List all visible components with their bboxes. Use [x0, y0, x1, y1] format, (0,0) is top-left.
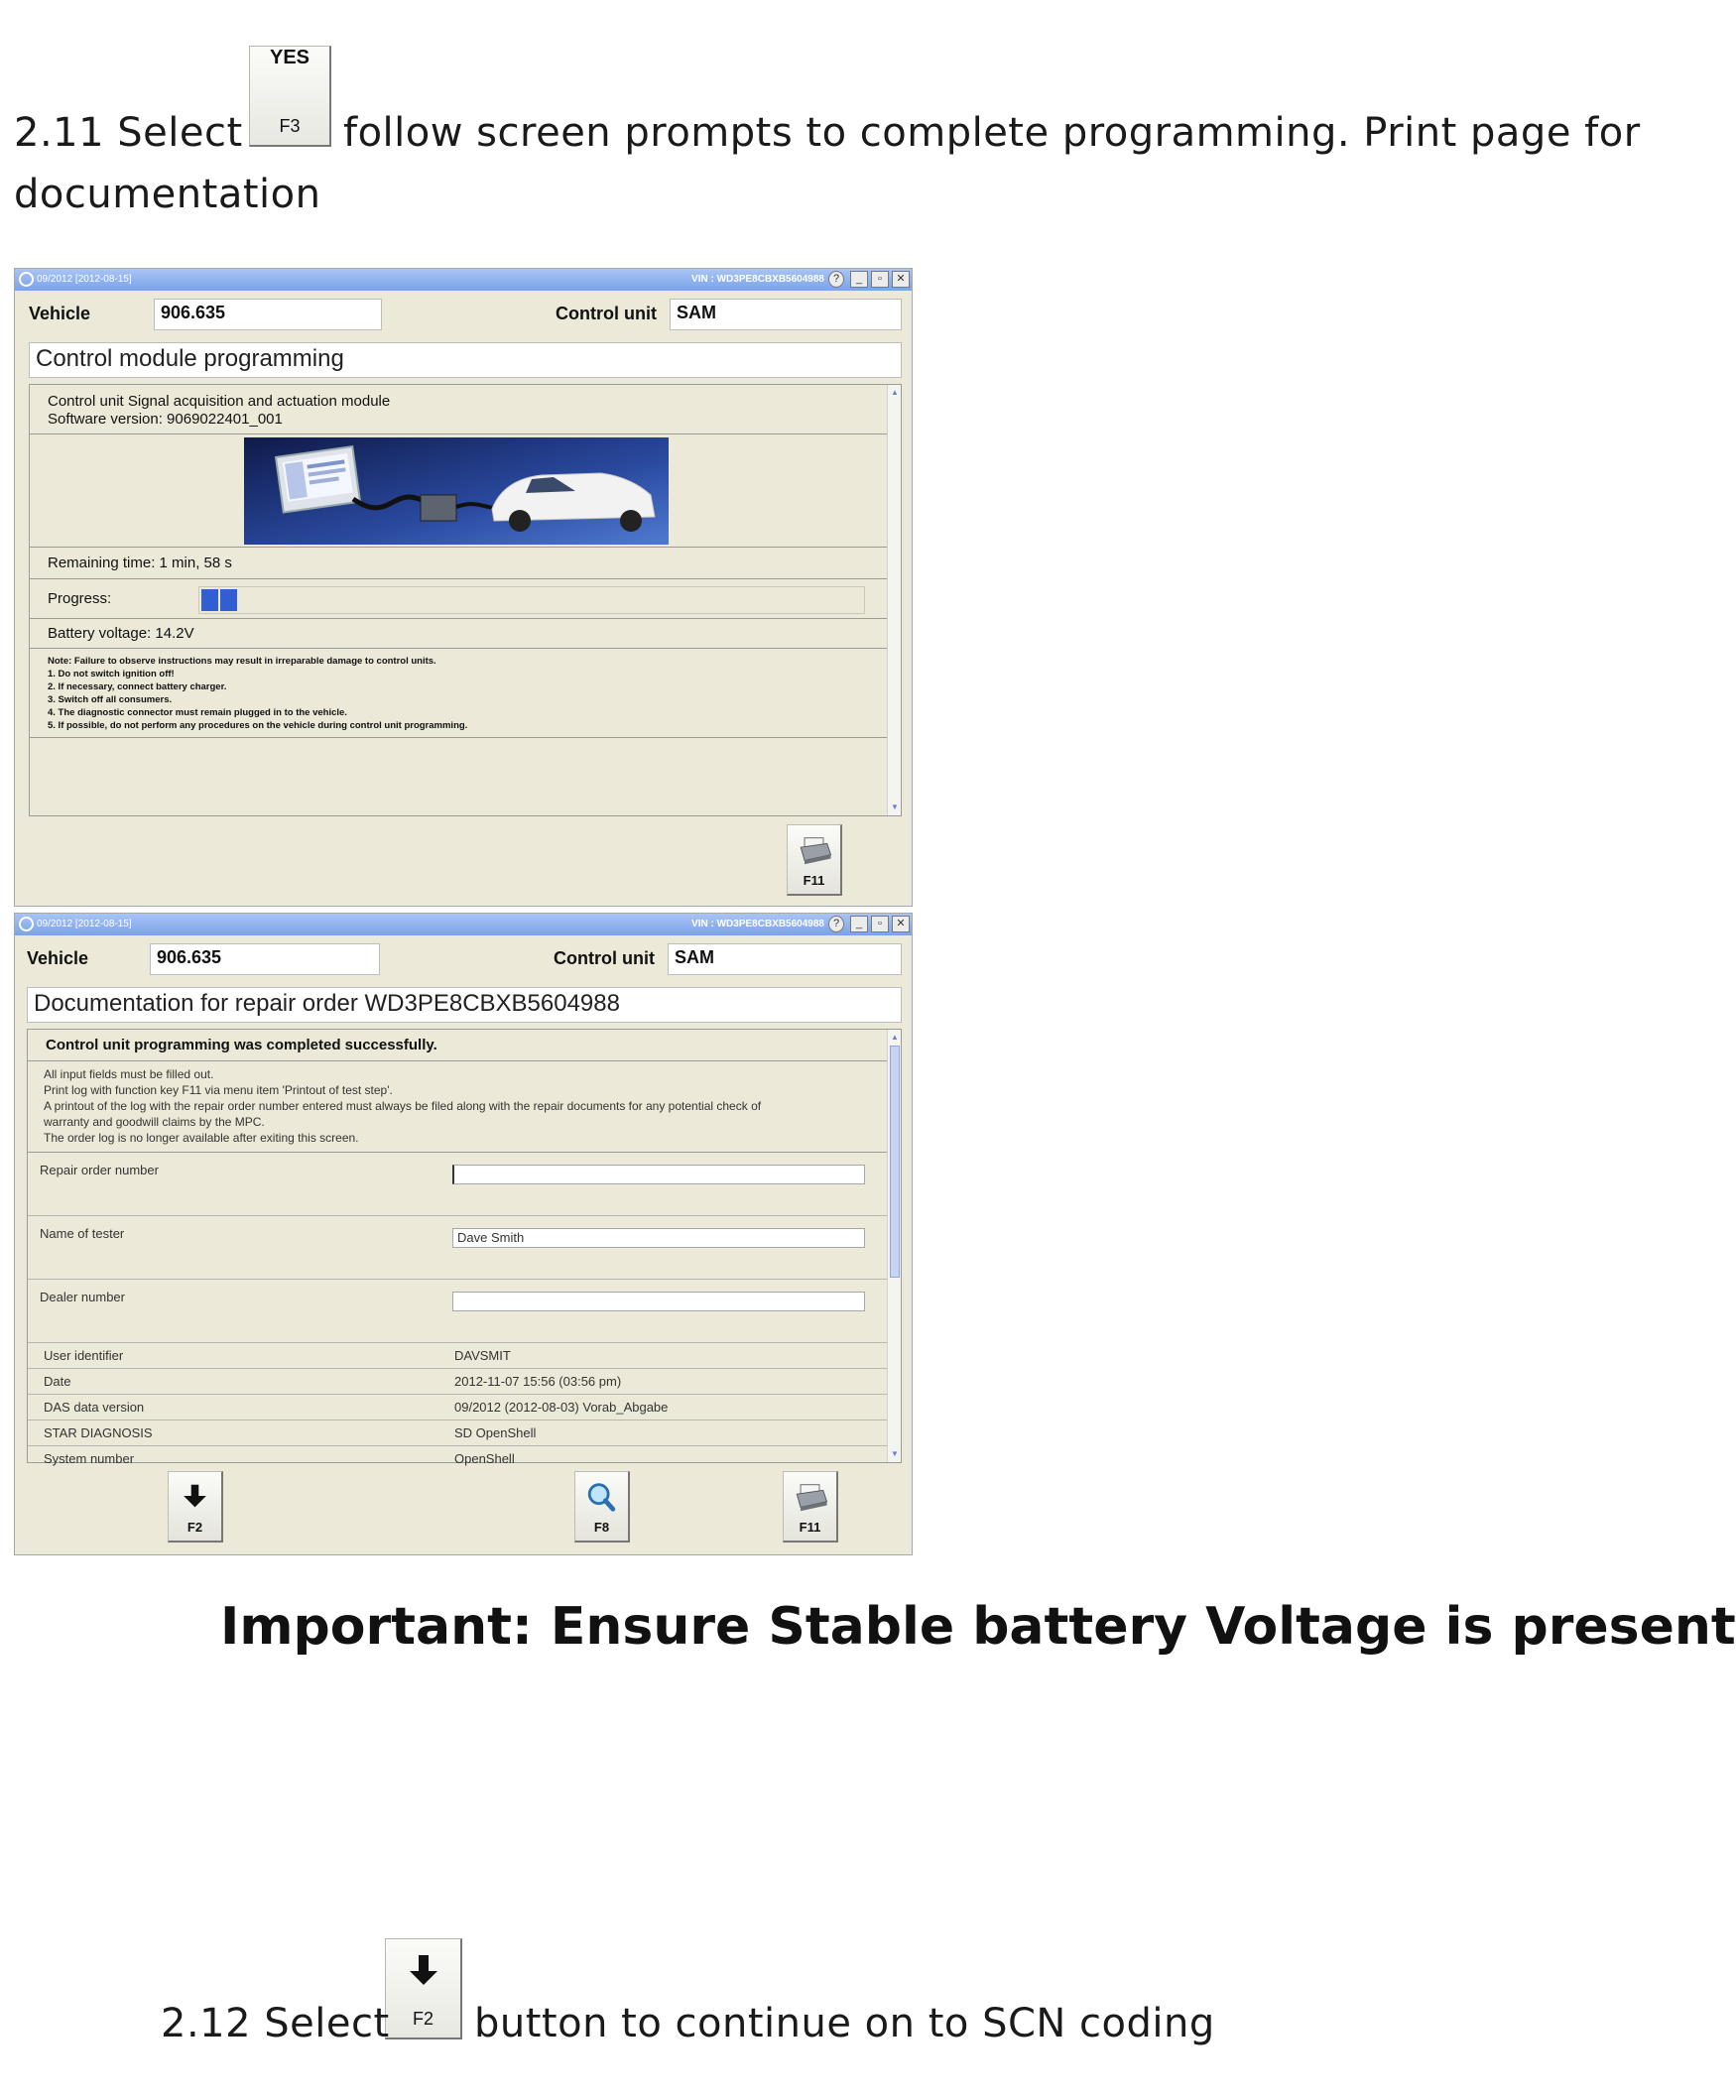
scroll-down-icon[interactable]: ▼	[891, 803, 899, 811]
detail-key: User identifier	[44, 1348, 124, 1363]
yes-f3-key-image	[249, 46, 331, 147]
success-row	[28, 1030, 889, 1061]
detail-value: 2012-11-07 15:56 (03:56 pm)	[454, 1374, 622, 1389]
print-f11-button[interactable]	[783, 1471, 838, 1543]
f2-key-image	[385, 1938, 462, 2039]
note-line: 1. Do not switch ignition off!	[48, 669, 175, 679]
programming-panel	[29, 384, 902, 816]
repair-order-row	[28, 1153, 889, 1216]
restore-button[interactable]: ▫	[871, 271, 889, 288]
important-warning: Important: Ensure Stable battery Voltage is present	[220, 1597, 1736, 1657]
note-line: 5. If possible, do not perform any procedures on the vehicle during control unit programming.	[48, 720, 468, 731]
progress-segment	[201, 589, 218, 611]
detail-key: Date	[44, 1374, 71, 1389]
vehicle-field: 906.635	[150, 943, 380, 975]
f2-label: F2	[186, 1520, 203, 1535]
step-212-prefix: 2.12 Select	[161, 2001, 390, 2046]
mercedes-star-icon	[19, 917, 34, 931]
note-line: 2. If necessary, connect battery charger.	[48, 681, 227, 692]
progress-segment	[220, 589, 237, 611]
note-line: Note: Failure to observe instructions may result in irreparable damage to control units.	[48, 656, 436, 667]
control-unit-label: Control unit	[556, 304, 657, 323]
step-211-prefix: 2.11 Select	[14, 110, 243, 156]
tester-name-input[interactable]: Dave Smith	[452, 1228, 865, 1248]
remaining-time: Remaining time: 1 min, 58 s	[48, 555, 232, 571]
f2-key-label: F2	[412, 2009, 434, 2029]
title-vin: VIN : WD3PE8CBXB5604988	[691, 919, 824, 929]
yes-key-label: YES	[269, 47, 310, 68]
step-211-suffix: follow screen prompts to complete programming. Print page for	[343, 110, 1641, 156]
battery-row	[30, 619, 889, 649]
progress-label: Progress:	[48, 590, 112, 607]
detail-row	[28, 1421, 889, 1446]
progress-bar	[198, 586, 865, 614]
step-211-line2: documentation	[14, 172, 321, 217]
f8-preview-button[interactable]	[574, 1471, 630, 1543]
restore-button[interactable]: ▫	[871, 916, 889, 932]
scroll-up-icon[interactable]: ▲	[891, 1033, 899, 1042]
repair-order-input[interactable]	[452, 1165, 865, 1184]
progress-row	[30, 579, 889, 619]
scroll-up-icon[interactable]: ▲	[891, 388, 899, 397]
title-bar	[15, 914, 912, 935]
screen-heading: Control module programming	[29, 342, 902, 378]
dealer-number-input[interactable]	[452, 1292, 865, 1311]
cu-info-line1: Control unit Signal acquisition and actuation module	[48, 393, 391, 410]
detail-value: OpenShell	[454, 1451, 515, 1466]
detail-row	[28, 1446, 889, 1472]
remaining-time-row	[30, 548, 889, 579]
battery-voltage: Battery voltage: 14.2V	[48, 625, 194, 642]
diagnosis-device-car-image	[244, 437, 669, 545]
note-line: 3. Switch off all consumers.	[48, 694, 173, 705]
title-version: 09/2012 [2012-08-15]	[37, 919, 132, 929]
detail-key: STAR DIAGNOSIS	[44, 1425, 153, 1440]
dealer-label: Dealer number	[40, 1290, 125, 1304]
panel-scrollbar[interactable]	[887, 1030, 901, 1462]
cu-info-line2: Software version: 9069022401_001	[48, 411, 283, 428]
vehicle-label: Vehicle	[27, 948, 89, 968]
minimize-button[interactable]: _	[850, 916, 868, 932]
print-f11-button[interactable]	[787, 824, 842, 896]
f11-label: F11	[803, 873, 825, 888]
info-line: The order log is no longer available after exiting this screen.	[44, 1131, 359, 1145]
diagnosis-illustration	[244, 437, 669, 545]
arrow-down-icon	[169, 1480, 221, 1514]
info-row	[28, 1061, 889, 1153]
vehicle-label: Vehicle	[29, 304, 91, 323]
repair-order-label: Repair order number	[40, 1163, 159, 1177]
detail-key: System number	[44, 1451, 135, 1466]
screen-heading: Documentation for repair order WD3PE8CBXB5604988	[27, 987, 902, 1023]
f2-continue-button[interactable]	[168, 1471, 223, 1543]
f11-label: F11	[799, 1520, 821, 1535]
scroll-down-icon[interactable]: ▼	[891, 1449, 899, 1458]
mercedes-star-icon	[19, 272, 34, 287]
detail-value: 09/2012 (2012-08-03) Vorab_Abgabe	[454, 1400, 669, 1415]
cu-info-row	[30, 385, 889, 434]
success-message: Control unit programming was completed successfully.	[46, 1037, 437, 1053]
info-line: warranty and goodwill claims by the MPC.	[44, 1115, 265, 1129]
close-button[interactable]: ✕	[892, 916, 910, 932]
tester-row	[28, 1216, 889, 1280]
dealer-row	[28, 1280, 889, 1343]
scroll-thumb[interactable]	[890, 1046, 900, 1278]
detail-row	[28, 1369, 889, 1395]
title-vin: VIN : WD3PE8CBXB5604988	[691, 274, 824, 285]
arrow-down-icon	[386, 1945, 461, 1995]
info-line: A printout of the log with the repair order number entered must always be filed along with the repair documents for any potential check of	[44, 1099, 762, 1113]
image-row	[30, 434, 889, 548]
title-version: 09/2012 [2012-08-15]	[37, 274, 132, 285]
detail-row	[28, 1395, 889, 1421]
help-icon[interactable]: ?	[828, 271, 844, 288]
detail-value: DAVSMIT	[454, 1348, 511, 1363]
detail-key: DAS data version	[44, 1400, 145, 1415]
close-button[interactable]: ✕	[892, 271, 910, 288]
info-line: Print log with function key F11 via menu item 'Printout of test step'.	[44, 1083, 393, 1097]
magnifier-icon	[575, 1480, 628, 1514]
info-line: All input fields must be filled out.	[44, 1067, 214, 1081]
notes-row	[30, 649, 889, 738]
f8-label: F8	[593, 1520, 610, 1535]
vehicle-field: 906.635	[154, 299, 382, 330]
documentation-window	[14, 913, 913, 1555]
minimize-button[interactable]: _	[850, 271, 868, 288]
printer-icon	[788, 833, 840, 867]
panel-scrollbar[interactable]	[887, 385, 901, 815]
title-bar	[15, 269, 912, 291]
control-unit-field: SAM	[670, 299, 902, 330]
tester-label: Name of tester	[40, 1226, 125, 1241]
note-line: 4. The diagnostic connector must remain plugged in to the vehicle.	[48, 707, 347, 718]
printer-icon	[784, 1480, 836, 1514]
step-212-suffix: button to continue on to SCN coding	[474, 2001, 1215, 2046]
control-unit-field: SAM	[668, 943, 902, 975]
detail-row	[28, 1343, 889, 1369]
control-unit-label: Control unit	[554, 948, 655, 968]
documentation-panel	[27, 1029, 902, 1466]
help-icon[interactable]: ?	[828, 916, 844, 932]
f3-key-label: F3	[279, 116, 301, 136]
detail-value: SD OpenShell	[454, 1425, 537, 1440]
programming-window	[14, 268, 913, 907]
